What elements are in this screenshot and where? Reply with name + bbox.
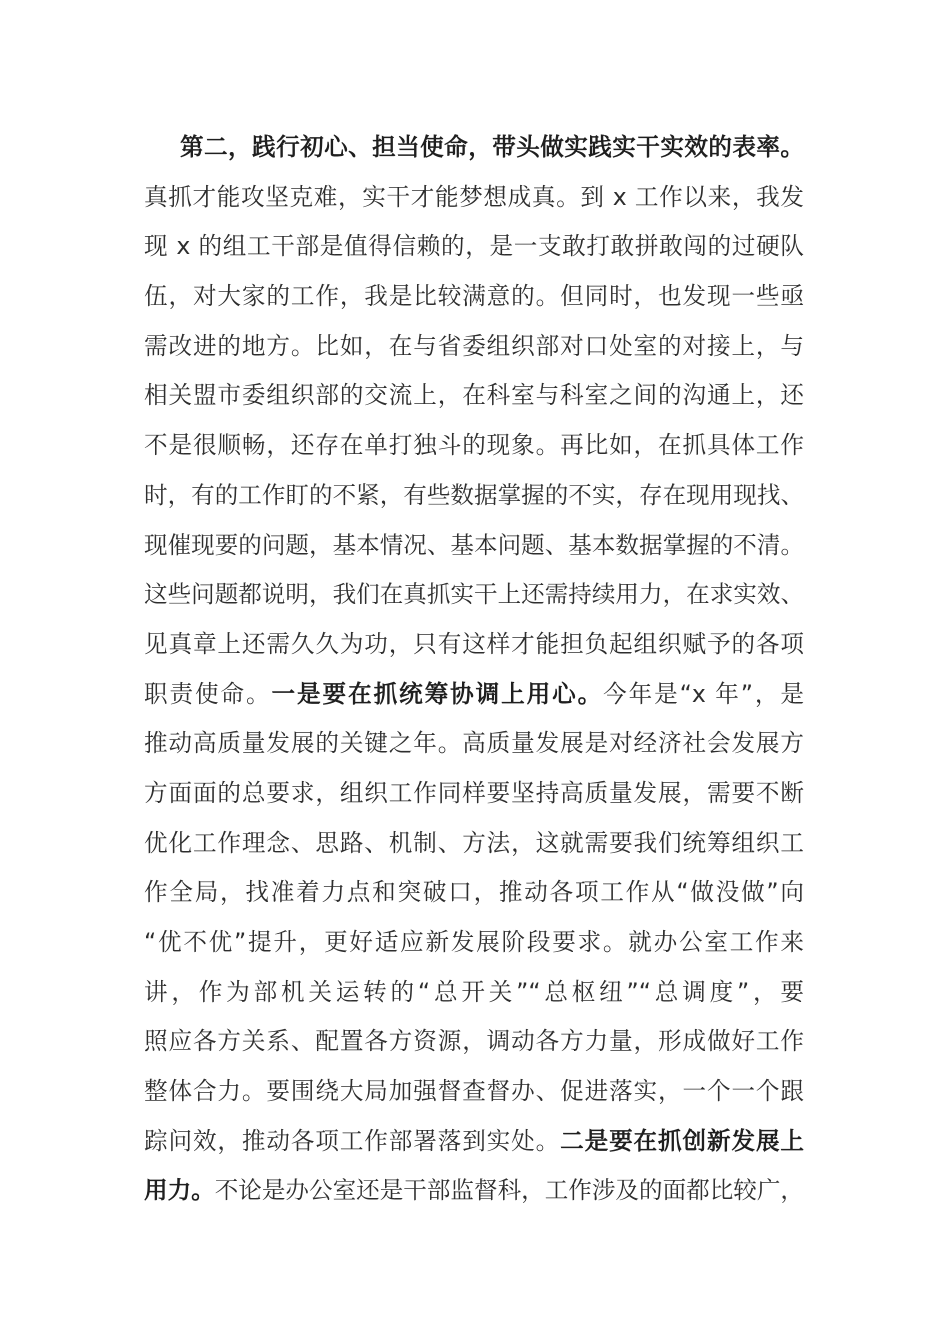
text-line bbox=[144, 173, 804, 223]
text-line bbox=[144, 222, 804, 272]
bold-text-run: 二是要在抓创新发展上 bbox=[560, 1126, 805, 1155]
text-run: 真抓才能攻坚克难，实干才能梦想成真。到 x 工作以来，我发 bbox=[144, 182, 804, 211]
text-run: 见真章上还需久久为功，只有这样才能担负起组织赋予的各项 bbox=[144, 629, 804, 658]
text-run: 时，有的工作盯的不紧，有些数据掌握的不实，存在现用现找、 bbox=[144, 480, 804, 509]
text-run: 不论是办公室还是干部监督科，工作涉及的面都比较广， bbox=[214, 1176, 804, 1205]
text-run: 伍，对大家的工作，我是比较满意的。但同时，也发现一些亟 bbox=[144, 282, 804, 311]
text-line bbox=[144, 521, 804, 571]
text-run: 照应各方关系、配置各方资源，调动各方力量，形成做好工作 bbox=[144, 1027, 804, 1056]
text-run: 整体合力。要围绕大局加强督查督办、促进落实，一个一个跟 bbox=[144, 1077, 804, 1106]
text-line bbox=[144, 1166, 804, 1216]
text-run: 方面面的总要求，组织工作同样要坚持高质量发展，需要不断 bbox=[144, 778, 804, 807]
text-line bbox=[144, 769, 804, 819]
text-run: 推动高质量发展的关键之年。高质量发展是对经济社会发展方 bbox=[144, 729, 804, 758]
text-line bbox=[144, 918, 804, 968]
text-run: 优化工作理念、思路、机制、方法，这就需要我们统筹组织工 bbox=[144, 828, 804, 857]
text-run: 相关盟市委组织部的交流上，在科室与科室之间的沟通上，还 bbox=[144, 381, 804, 410]
text-line bbox=[144, 670, 804, 720]
text-line bbox=[144, 620, 804, 670]
text-line bbox=[144, 819, 804, 869]
text-line bbox=[144, 421, 804, 471]
text-run: 今年是“x 年”，是 bbox=[603, 679, 805, 708]
text-run: 这些问题都说明，我们在真抓实干上还需持续用力，在求实效、 bbox=[144, 580, 804, 609]
text-run: 作全局，找准着力点和突破口，推动各项工作从“做没做”向 bbox=[144, 878, 804, 907]
text-line bbox=[144, 570, 804, 620]
text-line bbox=[144, 272, 804, 322]
text-run: 讲，作为部机关运转的“总开关”“总枢纽”“总调度”，要 bbox=[144, 977, 804, 1006]
text-line bbox=[144, 471, 804, 521]
text-run: 需改进的地方。比如，在与省委组织部对口处室的对接上，与 bbox=[144, 331, 804, 360]
bold-text-run: 一是要在抓统筹协调上用心。 bbox=[271, 679, 604, 708]
bold-text-run: 第二，践行初心、担当使命，带头做实践实干实效的表率。 bbox=[180, 133, 804, 161]
text-line bbox=[144, 719, 804, 769]
text-run: 现 x 的组工干部是值得信赖的，是一支敢打敢拼敢闯的过硬队 bbox=[144, 232, 804, 261]
text-run: 现催现要的问题，基本情况、基本问题、基本数据掌握的不清。 bbox=[144, 530, 804, 559]
text-line bbox=[144, 1017, 804, 1067]
text-line bbox=[144, 123, 804, 173]
text-line bbox=[144, 1067, 804, 1117]
text-line bbox=[144, 371, 804, 421]
text-run: 不是很顺畅，还存在单打独斗的现象。再比如，在抓具体工作 bbox=[144, 431, 804, 460]
text-run: 职责使命。 bbox=[144, 679, 272, 708]
text-run: “优不优”提升，更好适应新发展阶段要求。就办公室工作来 bbox=[144, 928, 804, 956]
bold-text-run: 用力。 bbox=[144, 1176, 215, 1205]
text-run: 踪问效，推动各项工作部署落到实处。 bbox=[144, 1126, 561, 1155]
text-line bbox=[144, 868, 804, 918]
body-paragraph bbox=[144, 123, 804, 1216]
text-line bbox=[144, 1117, 804, 1167]
text-line bbox=[144, 322, 804, 372]
text-line bbox=[144, 968, 804, 1018]
